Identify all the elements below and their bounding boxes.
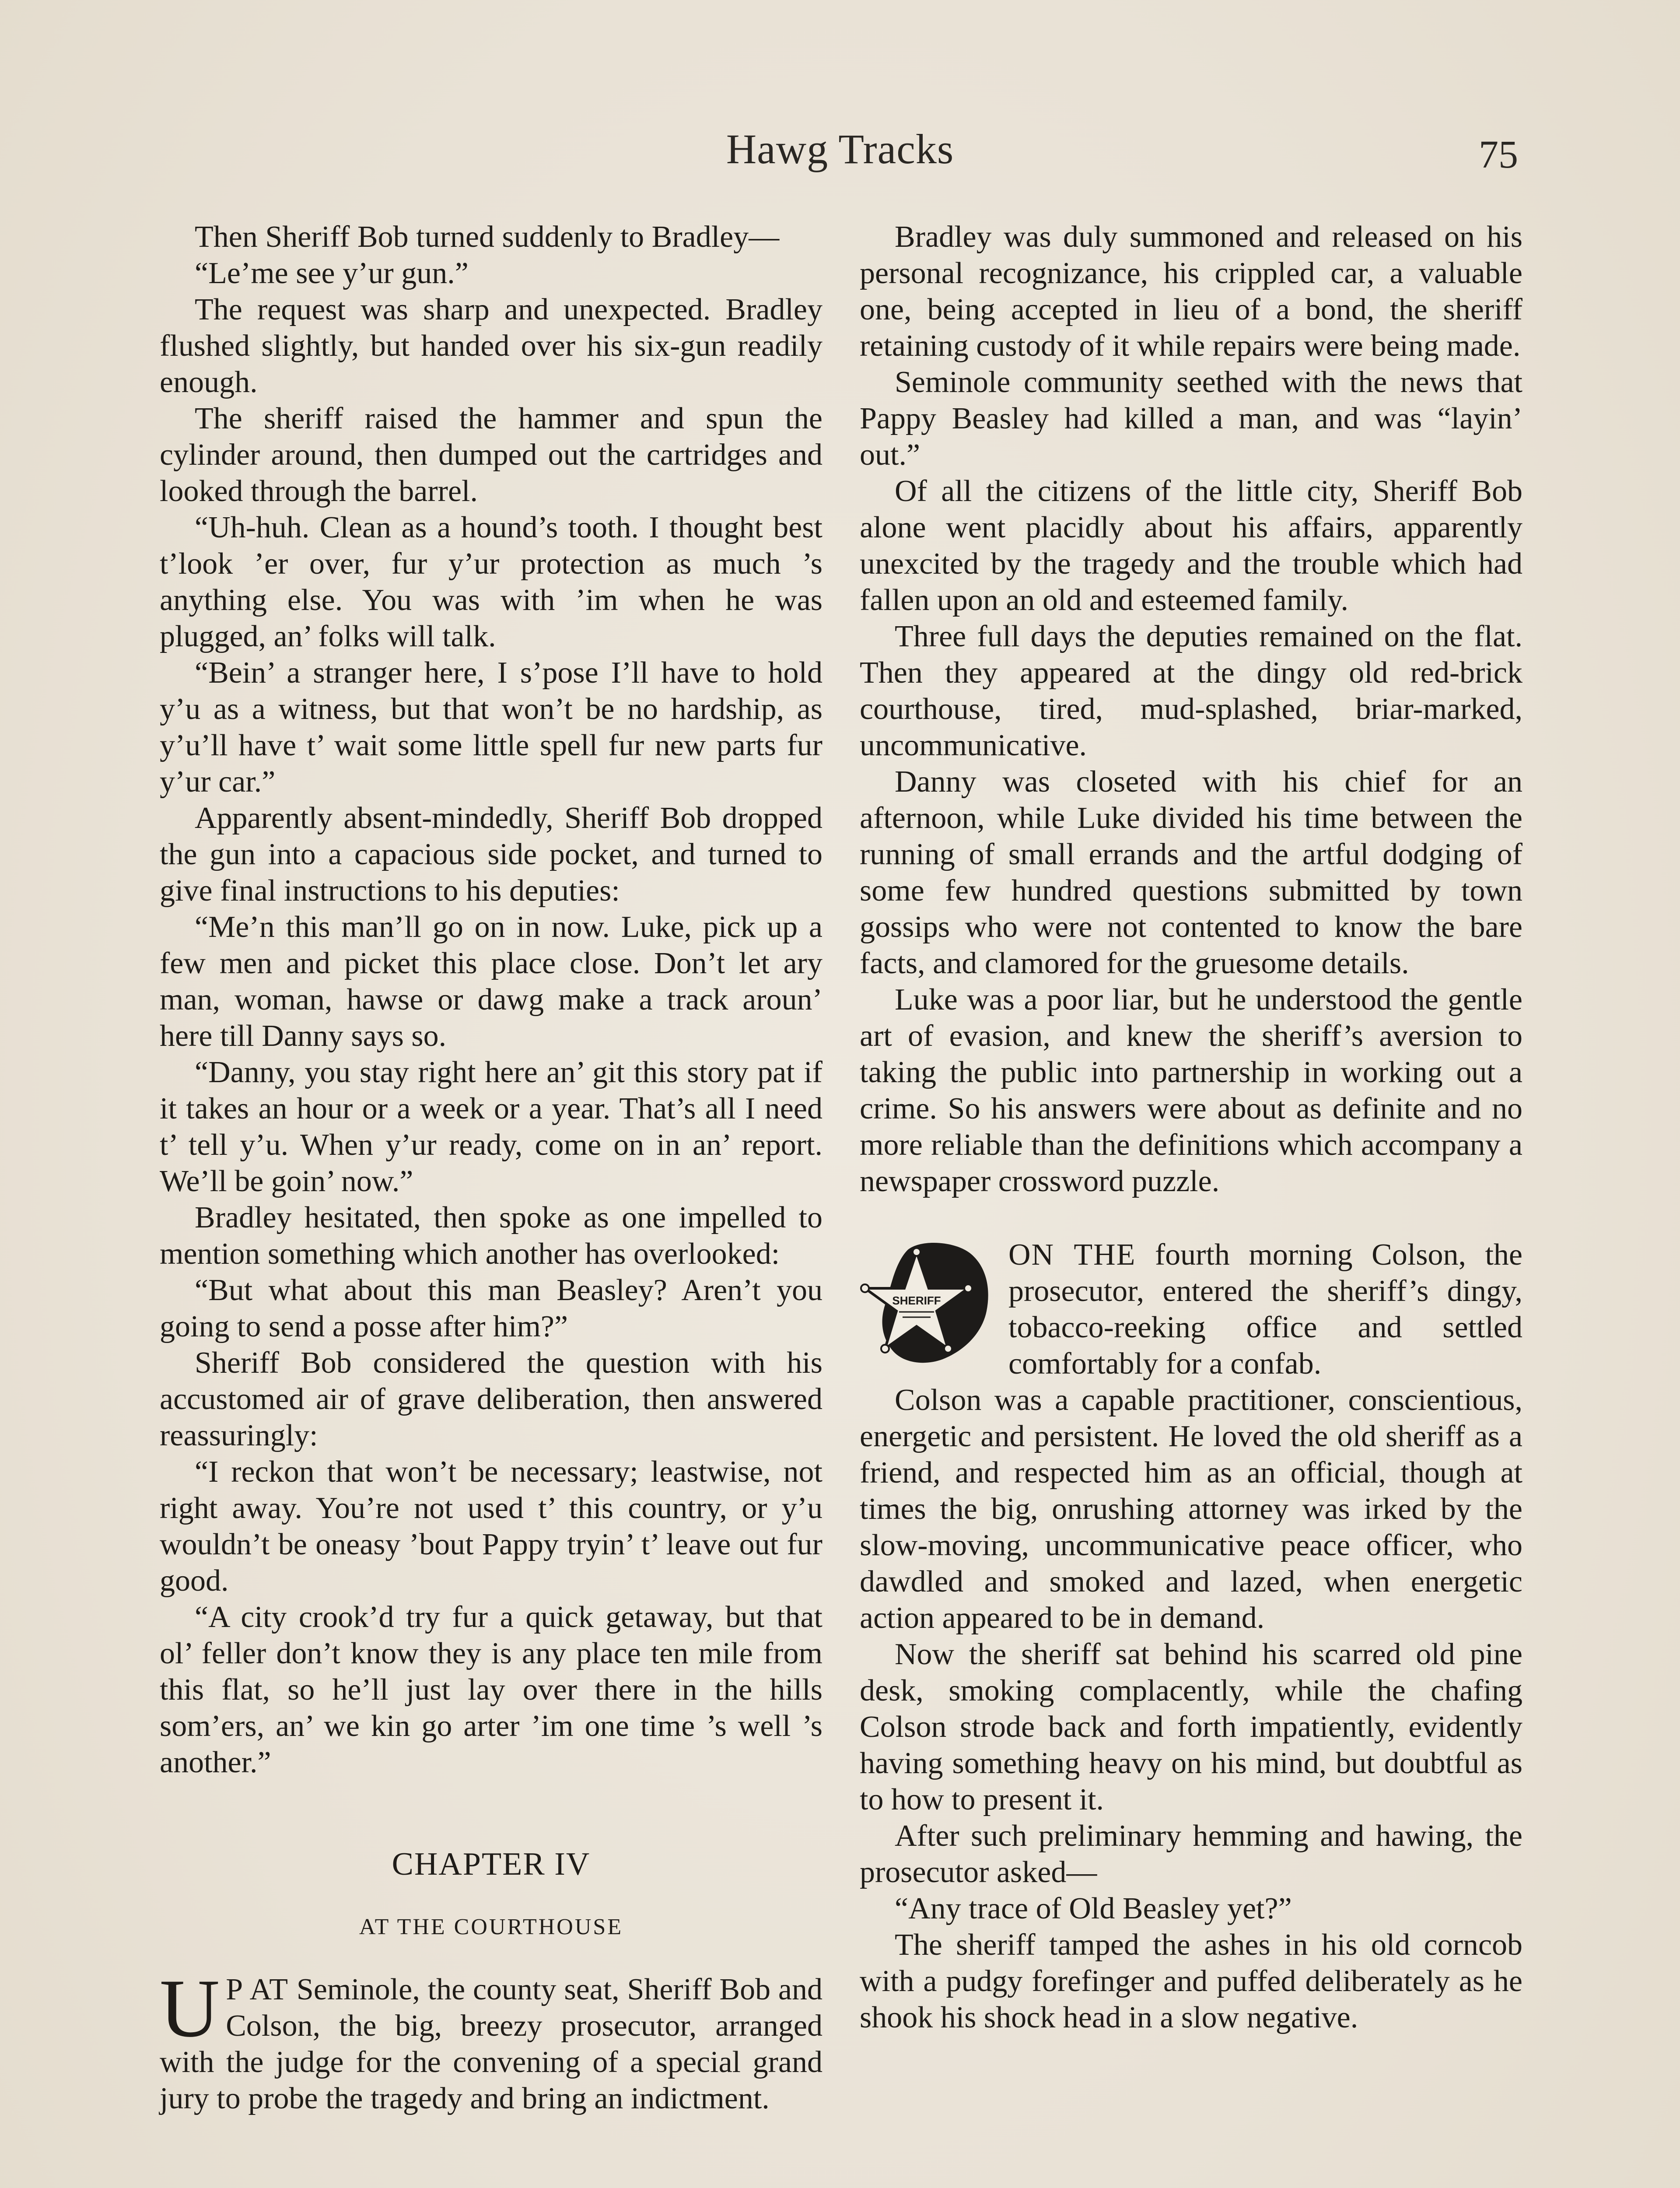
paragraph: Now the sheriff sat behind his scarred old pine desk, smoking complacently, while the chafing Colson strode back and forth impatiently, evidently having something heavy on his mind, but doubtful as to how to present it.	[860, 1637, 1522, 1816]
running-title: Hawg Tracks	[726, 126, 954, 172]
paragraph: “But what about this man Beasley? Aren’t you going to send a posse after him?”	[160, 1273, 822, 1343]
section-opening-text: fourth morning Colson, the prosecutor, entered the sheriff’s dingy, tobacco-reeking office and settled comfortably for a confab.	[1008, 1238, 1522, 1381]
paragraph: The sheriff tamped the ashes in his old corncob with a pudgy forefinger and puffed deliberately as he shook his shock head in a slow negative.	[860, 1928, 1522, 2034]
paragraph: Luke was a poor liar, but he understood the gentle art of evasion, and knew the sheriff’s aversion to taking the public into partnership in working out a crime. So his answers were about as definite and no more reliable than the definitions which accompany a newspaper crossword puzzle.	[860, 983, 1522, 1198]
paragraph: Colson was a capable practitioner, conscientious, energetic and persistent. He loved the old sheriff as a friend, and respected him as an official, though at times the big, onrushing attorney was irked by the slow-moving, uncommunicative peace officer, who dawdled and smoked and lazed, when energetic action appeared to be in demand.	[860, 1383, 1522, 1635]
paragraph: Apparently absent-mindedly, Sheriff Bob dropped the gun into a capacious side pocket, and turned to give final instructions to his deputies:	[160, 801, 822, 908]
paragraph: Three full days the deputies remained on the flat. Then they appeared at the dingy old red-brick courthouse, tired, mud-splashed, briar-marked, uncommunicative.	[860, 620, 1522, 762]
opening-smallcaps: P AT	[226, 1973, 289, 2006]
drop-cap: U	[160, 1963, 220, 2055]
chapter-subtitle: AT THE COURTHOUSE	[359, 1914, 623, 1939]
badge-label: SHERIFF	[892, 1294, 941, 1307]
chapter-opening-paragraph	[160, 1963, 822, 2117]
paragraph: The request was sharp and unexpected. Bradley flushed slightly, but handed over his six-gun readily enough.	[160, 293, 822, 399]
page-number: 75	[1479, 133, 1518, 176]
paragraph: Danny was closeted with his chief for an afternoon, while Luke divided his time between the running of small errands and the artful dodging of some few hundred questions submitted by town gossips who were not contented to know the bare facts, and clamored for the gruesome details.	[860, 765, 1522, 980]
left-column	[160, 219, 822, 2117]
paragraph: Bradley was duly summoned and released on his personal recognizance, his crippled car, a valuable one, being accepted in lieu of a bond, the sheriff retaining custody of it while repairs were being made.	[860, 220, 1522, 363]
chapter-title: CHAPTER IV	[392, 1846, 591, 1882]
paragraph: Then Sheriff Bob turned suddenly to Bradley—	[195, 220, 780, 254]
paragraph: Of all the citizens of the little city, Sheriff Bob alone went placidly about his affairs, apparently unexcited by the tragedy and the trouble which had fallen upon an old and esteemed family.	[860, 474, 1522, 617]
right-column	[860, 219, 1522, 2036]
paragraph: “Me’n this man’ll go on in now. Luke, pick up a few men and picket this place close. Don’t let ary man, woman, hawse or dawg make a track aroun’ here till Danny says so.	[160, 910, 822, 1053]
section-opening-smallcaps: ON THE	[1008, 1238, 1136, 1272]
section-opening-paragraph	[860, 1237, 1522, 1382]
paragraph: “Uh-huh. Clean as a hound’s tooth. I thought best t’look ’er over, fur y’ur protection as much ’s anything else. You was with ’im when he was plugged, an’ folks will talk.	[160, 511, 822, 653]
paragraph: “I reckon that won’t be necessary; leastwise, not right away. You’re not used t’ this country, or y’u wouldn’t be oneasy ’bout Pappy tryin’ t’ leave out fur good.	[160, 1455, 822, 1598]
paragraph: “A city crook’d try fur a quick getaway, but that ol’ feller don’t know they is any place ten mile from this flat, so he’ll just lay over there in the hills som’ers, an’ we kin go arter ’im one time ’s well ’s another.”	[160, 1600, 822, 1779]
paragraph: Bradley hesitated, then spoke as one impelled to mention something which another has overlooked:	[160, 1201, 822, 1271]
sheriff-badge-icon	[855, 1237, 1000, 1372]
opening-text: Seminole, the county seat, Sheriff Bob and Colson, the big, breezy prosecutor, arranged with the judge for the convening of a special grand jury to probe the tragedy and bring an indictment.	[160, 1973, 822, 2115]
paragraph: “Bein’ a stranger here, I s’pose I’ll have to hold y’u as a witness, but that won’t be no hardship, as y’u’ll have t’ wait some little spell fur new parts fur y’ur car.”	[160, 656, 822, 799]
paragraph: Seminole community seethed with the news that Pappy Beasley had killed a man, and was “layin’ out.”	[860, 365, 1522, 472]
paragraph: Sheriff Bob considered the question with his accustomed air of grave deliberation, then answered reassuringly:	[160, 1346, 822, 1452]
paragraph: “Any trace of Old Beasley yet?”	[895, 1892, 1292, 1925]
paragraph: “Le’me see y’ur gun.”	[195, 256, 469, 290]
paragraph: After such preliminary hemming and hawing, the prosecutor asked—	[860, 1819, 1522, 1889]
paragraph: “Danny, you stay right here an’ git this story pat if it takes an hour or a week or a year. That’s all I need t’ tell y’u. When y’ur ready, come on in an’ report. We’ll be goin’ now.”	[160, 1055, 822, 1198]
section-break	[860, 1199, 1522, 1237]
paragraph: The sheriff raised the hammer and spun the cylinder around, then dumped out the cartridges and looked through the barrel.	[160, 402, 822, 508]
